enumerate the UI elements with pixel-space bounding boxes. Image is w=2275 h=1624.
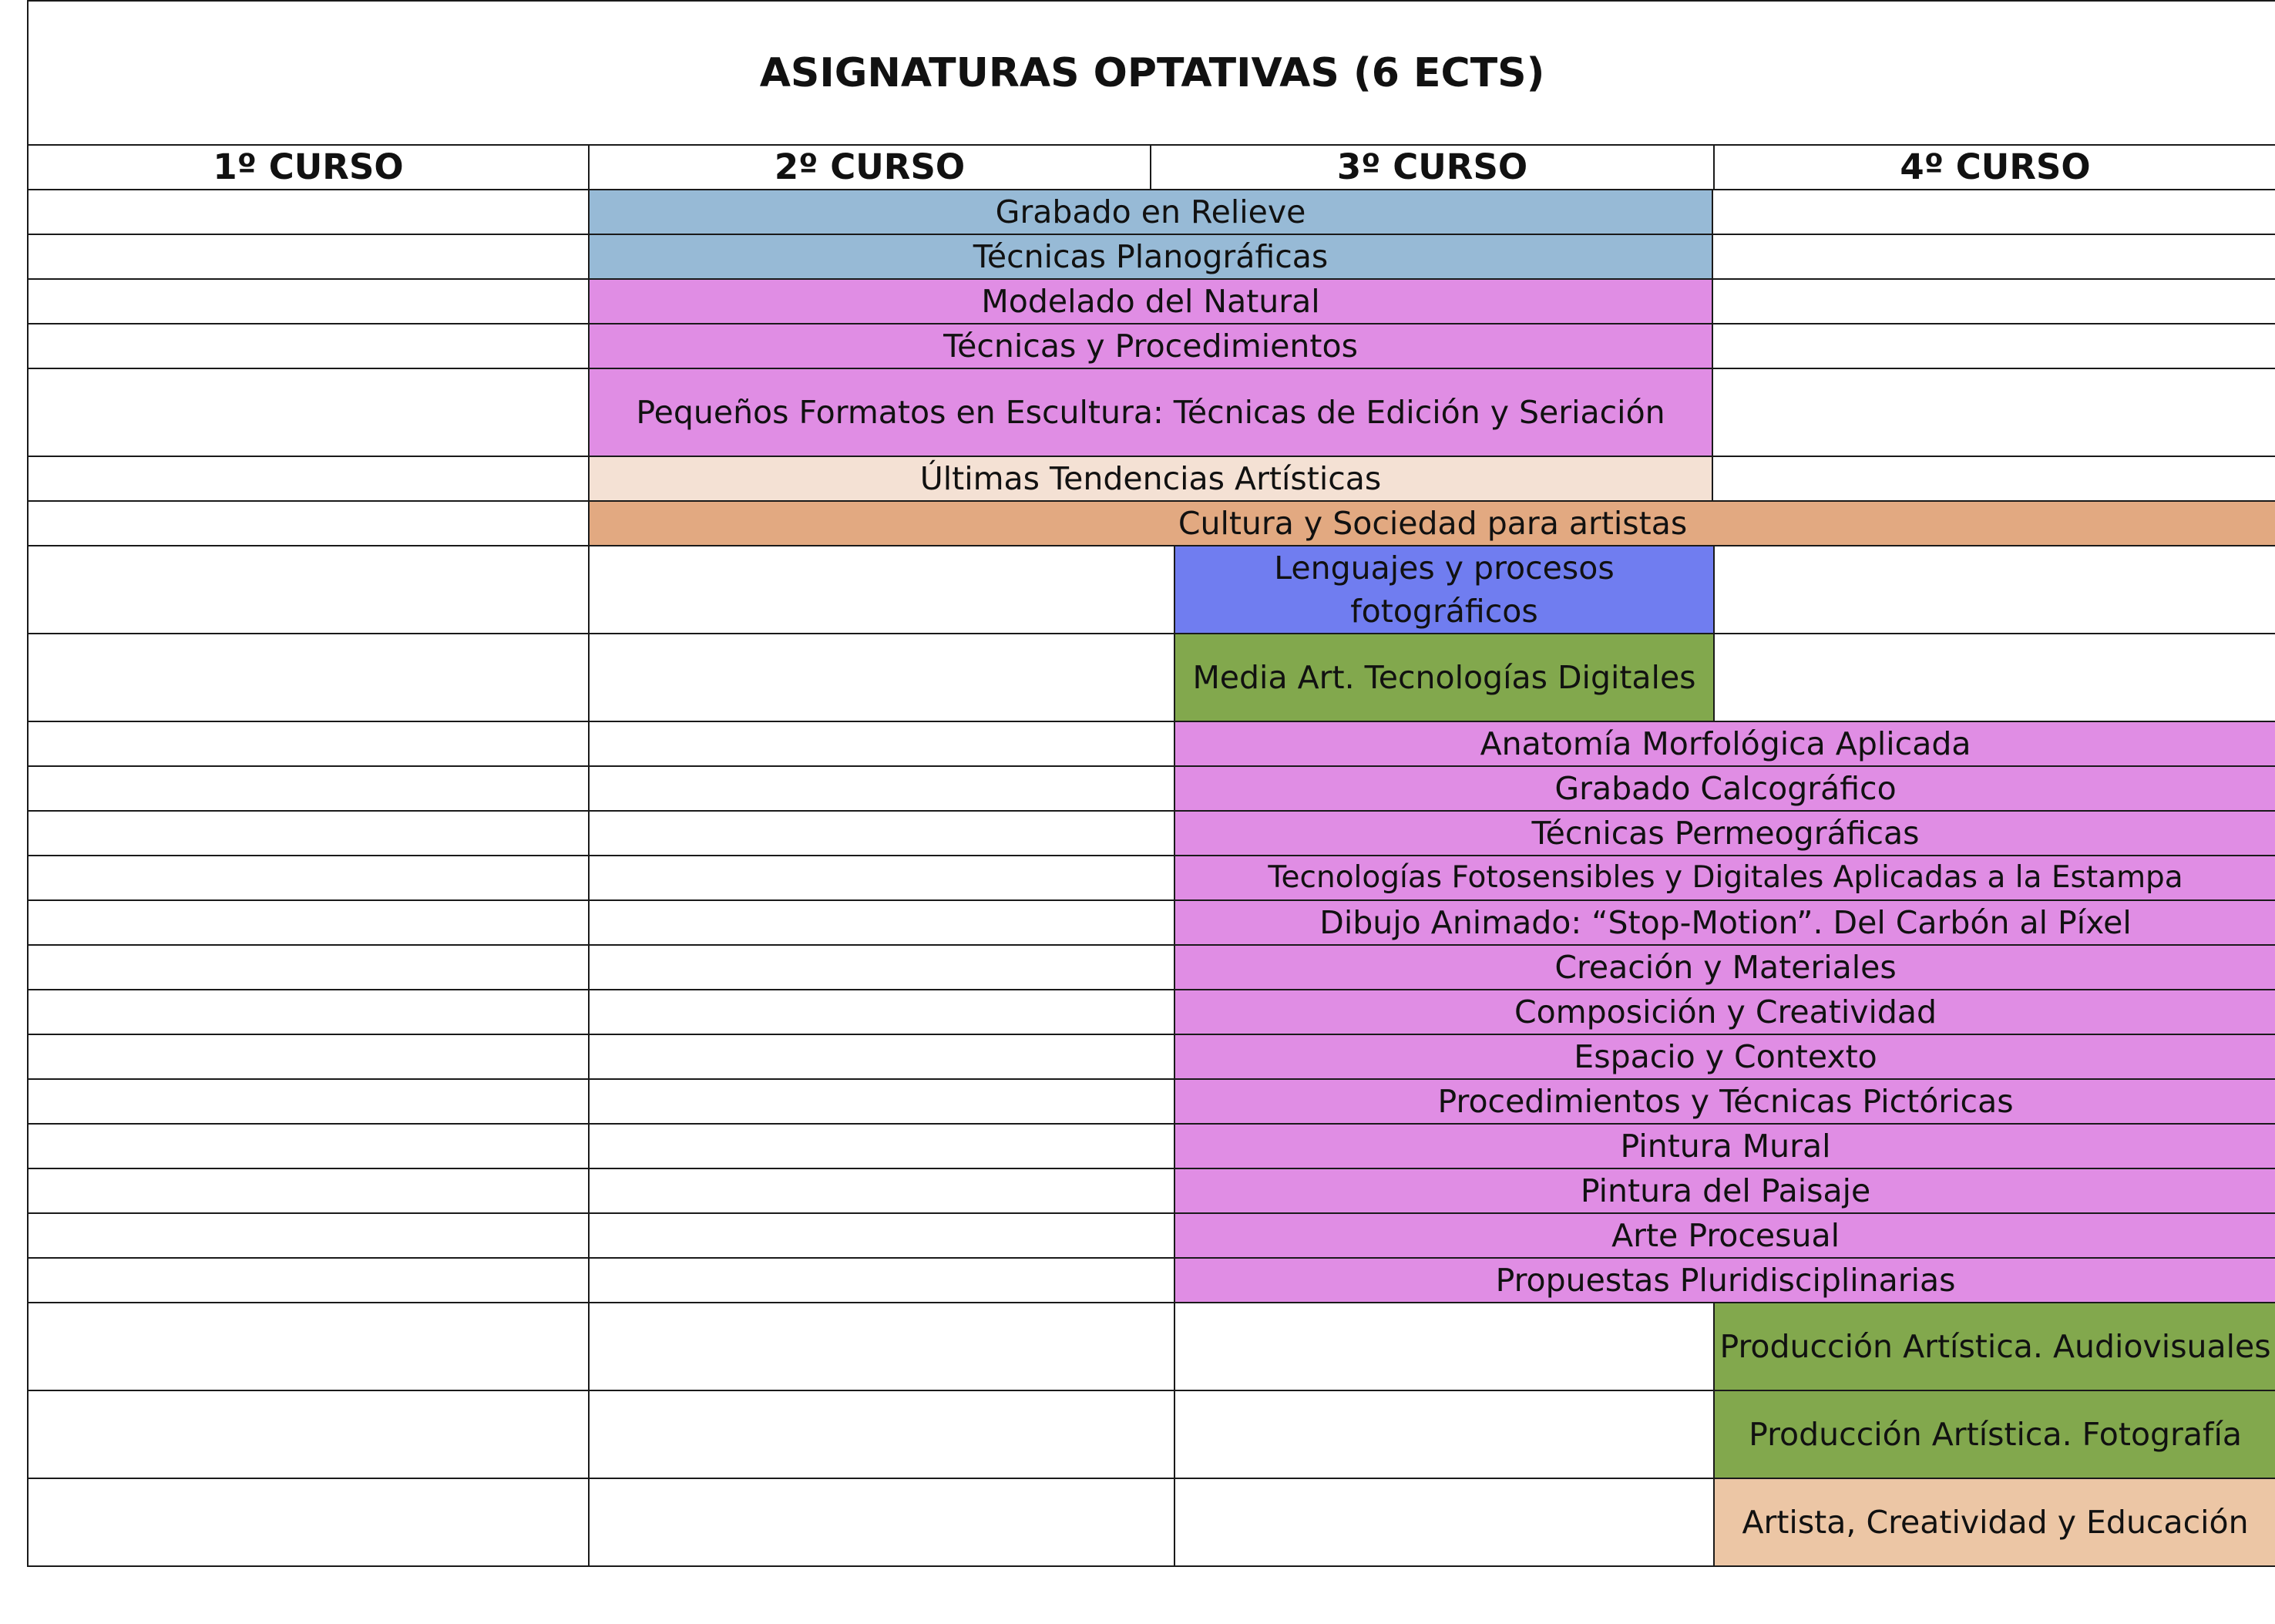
empty-cell (28, 546, 589, 634)
empty-cell (28, 368, 589, 456)
subject-pequenos-formatos-escultura: Pequeños Formatos en Escultura: Técnicas de Edición y Seriación (589, 368, 1712, 456)
header-3-curso: 3º CURSO (1151, 145, 1714, 190)
subject-pintura-del-paisaje: Pintura del Paisaje (1174, 1168, 2275, 1213)
empty-cell (28, 1124, 589, 1168)
subject-artista-creatividad-educacion: Artista, Creatividad y Educación (1714, 1478, 2275, 1566)
subject-modelado-del-natural: Modelado del Natural (589, 279, 1712, 324)
empty-cell (28, 324, 589, 368)
empty-cell (28, 721, 589, 766)
subject-grabado-calcografico: Grabado Calcográfico (1174, 766, 2275, 811)
subject-tecnicas-y-procedimientos: Técnicas y Procedimientos (589, 324, 1712, 368)
subject-anatomia-morfologica: Anatomía Morfológica Aplicada (1174, 721, 2275, 766)
empty-cell (589, 1478, 1174, 1566)
header-4-curso: 4º CURSO (1714, 145, 2275, 190)
empty-cell (28, 1079, 589, 1124)
subject-procedimientos-tecnicas-pictoricas: Procedimientos y Técnicas Pictóricas (1174, 1079, 2275, 1124)
table-row (28, 546, 2275, 634)
subject-espacio-y-contexto: Espacio y Contexto (1174, 1034, 2275, 1079)
table-row (28, 456, 2275, 501)
empty-cell (589, 1034, 1174, 1079)
empty-cell (28, 234, 589, 279)
table-row (28, 990, 2275, 1034)
subject-dibujo-animado: Dibujo Animado: “Stop-Motion”. Del Carbón al Píxel (1174, 900, 2275, 945)
table-row (28, 1258, 2275, 1303)
empty-cell (28, 990, 589, 1034)
empty-cell (589, 945, 1174, 990)
empty-cell (1712, 324, 2275, 368)
table-row (28, 1303, 2275, 1390)
table-row (28, 279, 2275, 324)
table-row (28, 1034, 2275, 1079)
empty-cell (589, 766, 1174, 811)
subject-propuestas-pluridisciplinarias: Propuestas Pluridisciplinarias (1174, 1258, 2275, 1303)
subject-composicion-y-creatividad: Composición y Creatividad (1174, 990, 2275, 1034)
empty-cell (28, 856, 589, 900)
table-title: ASIGNATURAS OPTATIVAS (6 ECTS) (28, 1, 2275, 145)
empty-cell (28, 766, 589, 811)
empty-cell (28, 501, 589, 546)
optional-subjects-sheet (27, 0, 2275, 1572)
table-row (28, 234, 2275, 279)
subject-produccion-audiovisuales: Producción Artística. Audiovisuales (1714, 1303, 2275, 1390)
table-row (28, 766, 2275, 811)
table-row (28, 190, 2275, 234)
empty-cell (1714, 546, 2275, 634)
table-row (28, 634, 2275, 721)
empty-cell (589, 1079, 1174, 1124)
empty-cell (1174, 1303, 1714, 1390)
empty-cell (28, 1478, 589, 1566)
empty-cell (1712, 190, 2275, 234)
subject-ultimas-tendencias: Últimas Tendencias Artísticas (589, 456, 1712, 501)
table-row (28, 811, 2275, 856)
empty-cell (589, 721, 1174, 766)
table-row (28, 1213, 2275, 1258)
empty-cell (589, 900, 1174, 945)
subject-lenguajes-procesos-fotograficos: Lenguajes y procesos fotográficos (1174, 546, 1714, 634)
subject-produccion-fotografia: Producción Artística. Fotografía (1714, 1390, 2275, 1478)
subject-tecnicas-permeograficas: Técnicas Permeográficas (1174, 811, 2275, 856)
empty-cell (589, 856, 1174, 900)
empty-cell (28, 900, 589, 945)
empty-cell (589, 811, 1174, 856)
empty-cell (1712, 234, 2275, 279)
empty-cell (1712, 279, 2275, 324)
subject-tecnologias-fotosensibles: Tecnologías Fotosensibles y Digitales Aplicadas a la Estampa (1174, 856, 2275, 900)
empty-cell (28, 1034, 589, 1079)
empty-cell (28, 1213, 589, 1258)
table-row (28, 721, 2275, 766)
empty-cell (28, 945, 589, 990)
table-row (28, 900, 2275, 945)
empty-cell (589, 1213, 1174, 1258)
empty-cell (28, 1258, 589, 1303)
empty-cell (589, 990, 1174, 1034)
table-row (28, 1124, 2275, 1168)
header-1-curso: 1º CURSO (28, 145, 589, 190)
header-2-curso: 2º CURSO (589, 145, 1151, 190)
empty-cell (28, 279, 589, 324)
subject-tecnicas-planograficas: Técnicas Planográficas (589, 234, 1712, 279)
empty-cell (589, 1124, 1174, 1168)
empty-cell (28, 1303, 589, 1390)
empty-cell (28, 1168, 589, 1213)
empty-cell (1714, 634, 2275, 721)
empty-cell (589, 1168, 1174, 1213)
empty-cell (1712, 456, 2275, 501)
empty-cell (28, 190, 589, 234)
subject-media-art: Media Art. Tecnologías Digitales (1174, 634, 1714, 721)
table-row (28, 368, 2275, 456)
empty-cell (589, 1303, 1174, 1390)
empty-cell (589, 1390, 1174, 1478)
empty-cell (28, 456, 589, 501)
table-row (28, 501, 2275, 546)
table-row (28, 856, 2275, 900)
empty-cell (1174, 1390, 1714, 1478)
empty-cell (1174, 1478, 1714, 1566)
table-row (28, 1390, 2275, 1478)
subject-pintura-mural: Pintura Mural (1174, 1124, 2275, 1168)
subject-grabado-en-relieve: Grabado en Relieve (589, 190, 1712, 234)
empty-cell (28, 1390, 589, 1478)
empty-cell (589, 546, 1174, 634)
subject-arte-procesual: Arte Procesual (1174, 1213, 2275, 1258)
subject-cultura-y-sociedad: Cultura y Sociedad para artistas (589, 501, 2275, 546)
table-row (28, 1079, 2275, 1124)
empty-cell (28, 811, 589, 856)
empty-cell (589, 1258, 1174, 1303)
empty-cell (589, 634, 1174, 721)
subject-creacion-y-materiales: Creación y Materiales (1174, 945, 2275, 990)
table-row (28, 1478, 2275, 1566)
table-row (28, 1168, 2275, 1213)
table-row (28, 945, 2275, 990)
table-row (28, 324, 2275, 368)
empty-cell (1712, 368, 2275, 456)
empty-cell (28, 634, 589, 721)
optional-subjects-table (27, 0, 2275, 1567)
